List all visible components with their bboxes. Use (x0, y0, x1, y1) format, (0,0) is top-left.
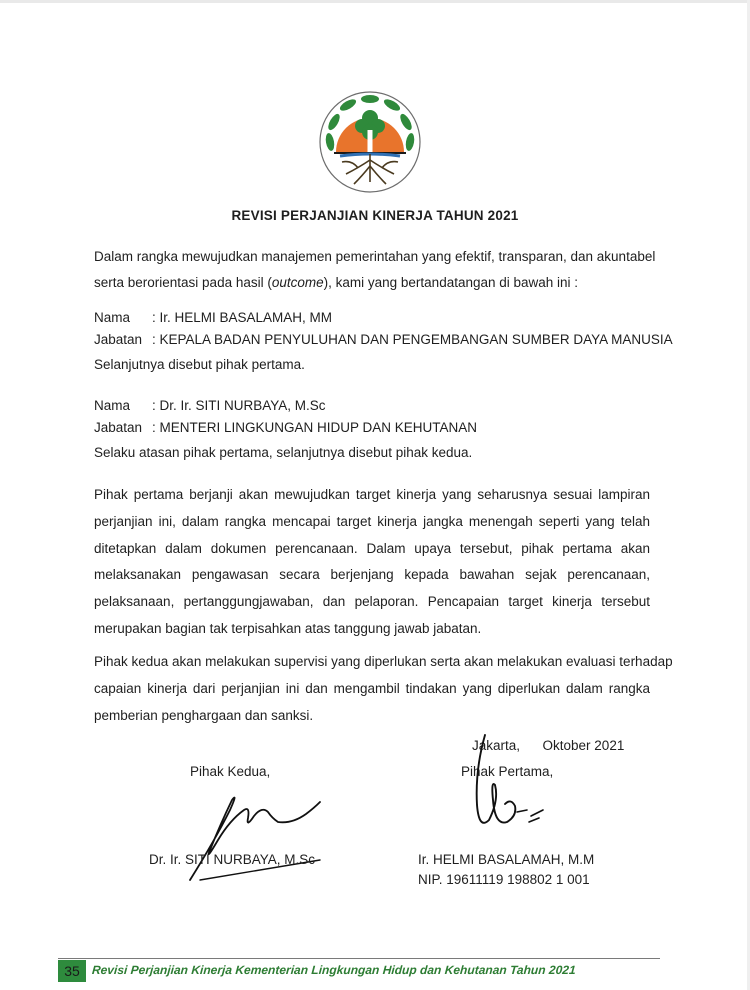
party-two-role-label: Pihak Kedua, (190, 764, 271, 779)
paragraph-line: pemberian penghargaan dan sanksi. (94, 707, 314, 723)
supervision-paragraph (94, 649, 673, 729)
document-title: REVISI PERJANJIAN KINERJA TAHUN 2021 (231, 208, 519, 223)
intro-italic-term: outcome (271, 275, 324, 290)
paragraph-line: perjanjian ini, dalam rangka mencapai target kinerja jangka menengah seperti yang telah (94, 513, 650, 529)
paragraph-line: merupakan bagian tak terpisahkan atas tanggung jawab jabatan. (94, 620, 482, 636)
party-one-signatory-name: Ir. HELMI BASALAMAH, M.M (418, 852, 595, 867)
commitment-paragraph (94, 482, 650, 643)
party-two-title-row (94, 420, 477, 435)
party-one-note: Selanjutnya disebut pihak pertama. (94, 357, 305, 372)
paragraph-line: ditetapkan dalam dokumen perencanaan. Dalam upaya tersebut, pihak pertama akan (94, 540, 650, 556)
page-number: 35 (58, 960, 86, 982)
party-two-name-row (94, 398, 326, 413)
title-value: : MENTERI LINGKUNGAN HIDUP DAN KEHUTANAN (152, 420, 478, 435)
intro-paragraph (94, 244, 656, 296)
paragraph-line: capaian kinerja dari perjanjian ini dan mengambil tindakan yang diperlukan dalam rangka (94, 680, 650, 696)
party-one-name-row (94, 310, 332, 325)
name-value: : Ir. HELMI BASALAMAH, MM (152, 310, 333, 325)
paragraph-line: Pihak pertama berjanji akan mewujudkan target kinerja yang seharusnya sesuai lampiran (94, 487, 650, 502)
footer-title: Revisi Perjanjian Kinerja Kementerian Lingkungan Hidup dan Kehutanan Tahun 2021 (91, 963, 577, 977)
title-label: Jabatan (94, 332, 143, 347)
place-date: Jakarta, Oktober 2021 (472, 738, 625, 753)
page-edge (0, 0, 750, 3)
ministry-logo (318, 90, 422, 194)
party-two-signatory-name: Dr. Ir. SITI NURBAYA, M.Sc (149, 852, 316, 867)
intro-line: Dalam rangka mewujudkan manajemen pemerintahan yang efektif, transparan, dan akuntabel (94, 249, 656, 264)
title-label: Jabatan (94, 420, 143, 435)
name-label: Nama (94, 398, 131, 413)
title-value: : KEPALA BADAN PENYULUHAN DAN PENGEMBANGAN SUMBER DAYA MANUSIA (152, 332, 673, 347)
paragraph-line: pelaksanaan, pertanggungjawaban, dan pelaporan. Pencapaian target kinerja tersebut (94, 594, 650, 610)
name-value: : Dr. Ir. SITI NURBAYA, M.Sc (152, 398, 326, 413)
paragraph-line: Pihak kedua akan melakukan supervisi yang diperlukan serta akan melakukan evaluasi terhadap (94, 654, 673, 669)
paragraph-line: melaksanakan pengawasan secara berjenjang kepada bawahan sejak perencanaan, (94, 567, 650, 583)
party-one-role-label: Pihak Pertama, (461, 764, 554, 779)
name-label: Nama (94, 310, 131, 325)
party-one-nip: NIP. 19611119 198802 1 001 (418, 872, 590, 887)
intro-text: ), kami yang bertandatangan di bawah ini : (323, 275, 579, 290)
party-two-note: Selaku atasan pihak pertama, selanjutnya disebut pihak kedua. (94, 445, 473, 460)
intro-text: serta berorientasi pada hasil ( (94, 275, 272, 290)
party-one-signature (455, 730, 555, 840)
party-two-signature (160, 770, 350, 890)
footer-divider (58, 958, 660, 959)
party-one-title-row (94, 332, 673, 347)
intro-line (94, 270, 652, 296)
